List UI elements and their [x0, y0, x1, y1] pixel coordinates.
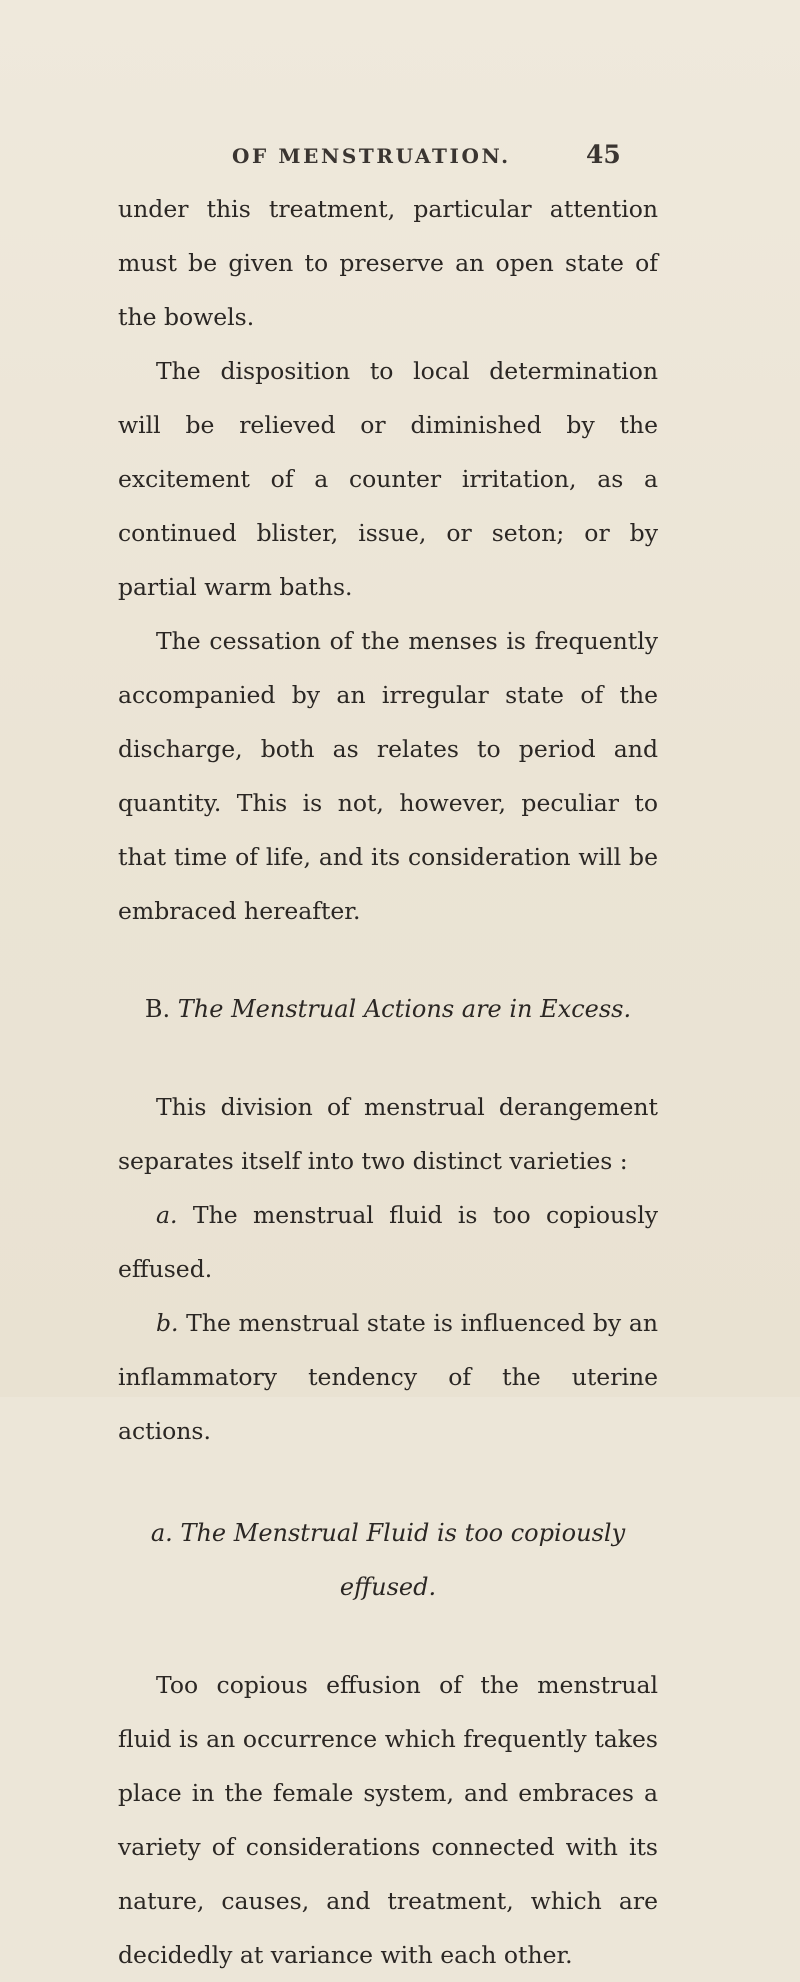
paragraph-5: Too copious effusion of the menstrual fluid is an occurrence which frequently takes place in the female system, and embraces a variety of considerations connected with its nature, causes, and treatment, which are decidedly at variance with each other.	[118, 1671, 658, 1969]
paragraph-1: under this treatment, particular attention must be given to preserve an open state of the bowels.	[118, 195, 658, 331]
running-title: OF MENSTRUATION.	[232, 144, 511, 168]
list-item-a-label: a.	[156, 1201, 178, 1229]
section-heading-b-title: The Menstrual Actions are in Excess.	[177, 995, 632, 1023]
section-heading-a	[118, 1506, 658, 1614]
section-heading-a-label: a.	[150, 1519, 173, 1547]
section-heading-a-title: The Menstrual Fluid is too copiously effused.	[180, 1519, 626, 1601]
paragraph-4: This division of menstrual derangement separates itself into two distinct varieties :	[118, 1093, 658, 1175]
page-body	[118, 182, 658, 1982]
list-item-b-text: The menstrual state is influenced by an inflammatory tendency of the uterine actions.	[118, 1309, 658, 1445]
page-number: 45	[586, 140, 621, 169]
list-item-a	[118, 1188, 658, 1296]
section-heading-b-label: B.	[144, 995, 171, 1023]
list-item-b-label: b.	[156, 1309, 179, 1337]
paragraph-3: The cessation of the menses is frequently accompanied by an irregular state of the discharge, both as relates to period and quantity. This is not, however, peculiar to that time of life, and its consideration will be embraced hereafter.	[118, 627, 658, 925]
paragraph-2: The disposition to local determination will be relieved or diminished by the excitement of a counter irritation, as a continued blister, issue, or seton; or by partial warm baths.	[118, 357, 658, 601]
section-heading-b	[118, 982, 658, 1036]
running-head	[0, 140, 800, 180]
list-item-b	[118, 1296, 658, 1458]
list-item-a-text: The menstrual fluid is too copiously effused.	[118, 1201, 658, 1283]
